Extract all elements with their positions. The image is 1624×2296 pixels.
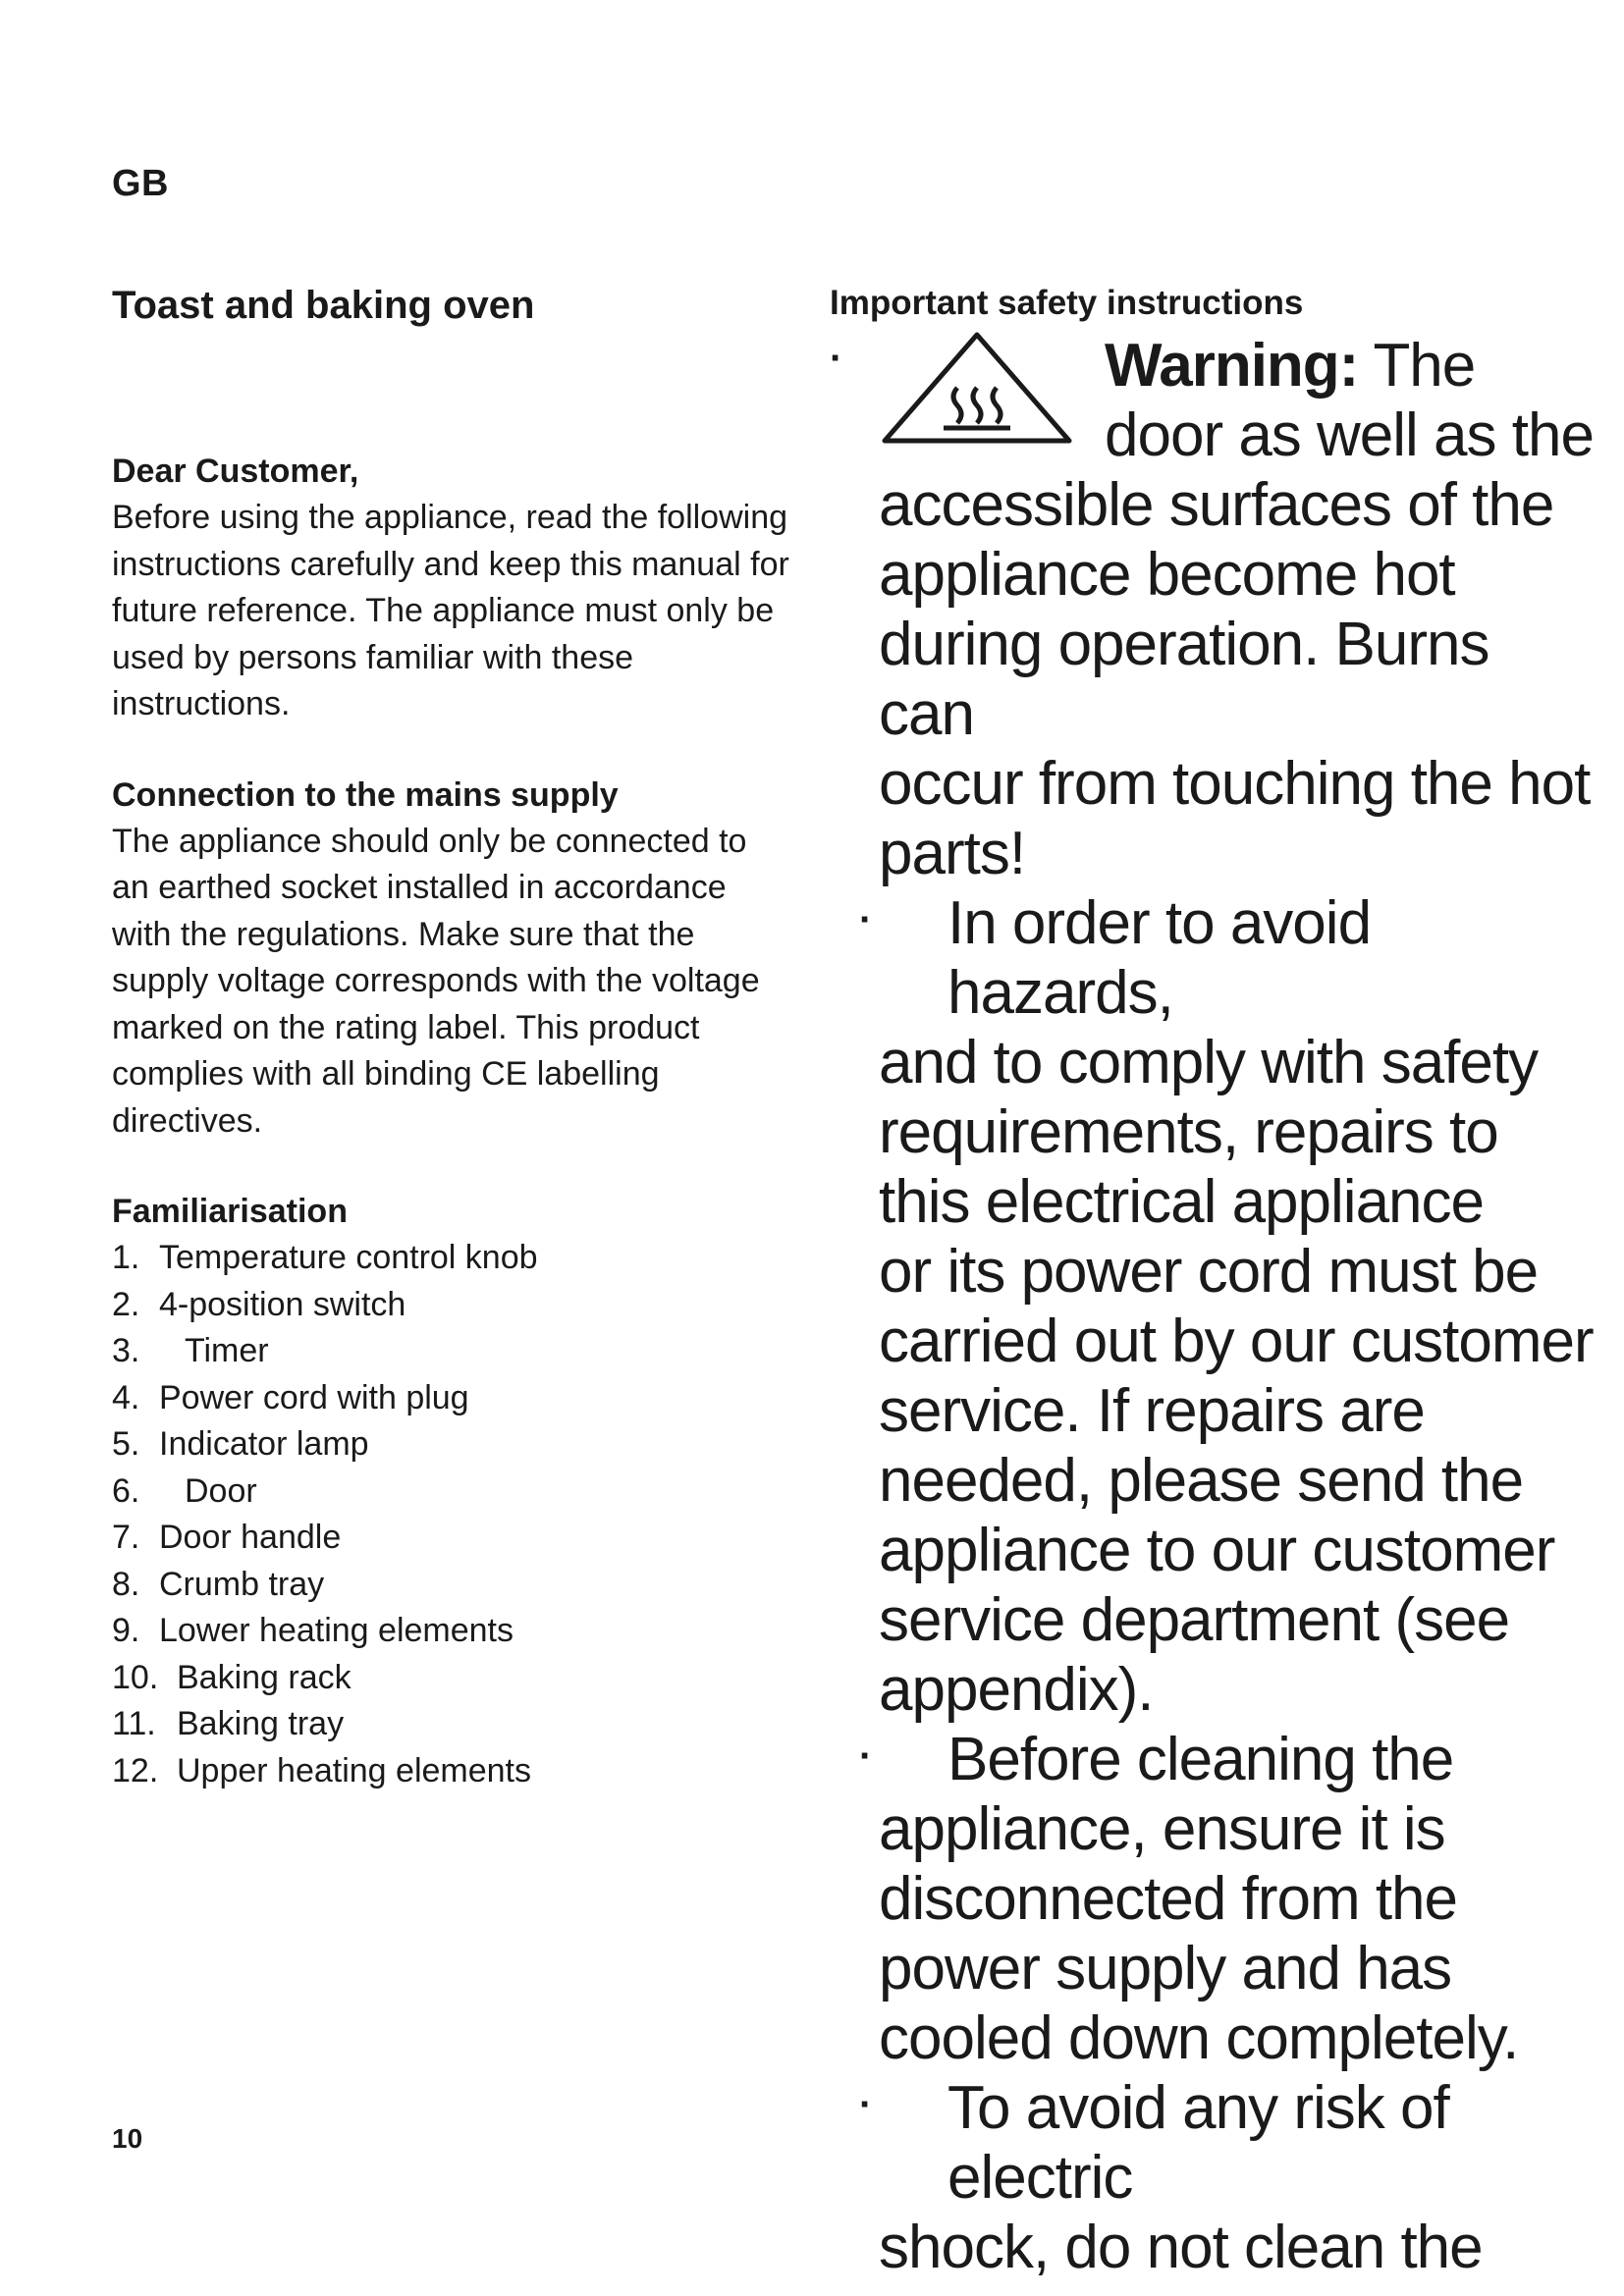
warning-text: appliance become hot — [879, 541, 1455, 609]
warning-text: The — [1373, 332, 1476, 400]
list-item: 3. Timer — [112, 1332, 269, 1369]
list-item: 11. Baking tray — [112, 1705, 345, 1742]
warning-text: during operation. Burns can — [879, 611, 1489, 748]
warning-item — [830, 329, 1596, 888]
warning-text: occur from touching the hot — [879, 750, 1591, 818]
warning-text: parts! — [879, 820, 1026, 887]
dear-customer-heading: Dear Customer, — [112, 453, 359, 490]
warning-label: Warning: — [1105, 332, 1359, 400]
safety-text: appendix). — [879, 1656, 1154, 1724]
list-item: 5. Indicator lamp — [112, 1425, 369, 1463]
parts-list — [112, 1235, 789, 1794]
safety-text: To avoid any risk of electric — [947, 2074, 1449, 2212]
list-item: 6. Door — [112, 1471, 257, 1510]
list-item: 4. Power cord with plug — [112, 1378, 469, 1416]
bullet: · — [859, 2083, 873, 2126]
safety-item-shock — [830, 2073, 1596, 2282]
warning-text: accessible surfaces of the — [879, 471, 1554, 539]
safety-text: this electrical appliance — [879, 1168, 1485, 1236]
left-column — [112, 280, 789, 1794]
safety-text: service. If repairs are — [879, 1377, 1425, 1445]
warning-text: door as well as the — [1105, 401, 1594, 469]
mains-supply-text: The appliance should only be connected to an earthed socket installed in accordance with the regulations. Make sure that the supply voltage corresponds with the voltage marked on the rating label. This product complies with all binding CE labelling directives. — [112, 822, 760, 1140]
safety-text: In order to avoid hazards, — [947, 889, 1372, 1027]
list-item: 10. Baking rack — [112, 1658, 352, 1696]
language-code: GB — [112, 163, 169, 204]
safety-text: requirements, repairs to — [879, 1098, 1498, 1166]
document-title: Toast and baking oven — [112, 284, 535, 327]
safety-text: power supply and has — [879, 1935, 1452, 2002]
list-item: 12. Upper heating elements — [112, 1751, 532, 1789]
safety-text: appliance to our customer — [879, 1517, 1555, 1584]
safety-text: service department (see — [879, 1586, 1510, 1654]
safety-item-cleaning — [830, 1725, 1596, 2073]
safety-text: disconnected from the — [879, 1865, 1458, 1933]
mains-supply-heading: Connection to the mains supply — [112, 775, 619, 814]
right-column — [830, 280, 1596, 2282]
bullet: · — [830, 337, 843, 380]
list-item: 9. Lower heating elements — [112, 1612, 514, 1649]
safety-text: carried out by our customer — [879, 1308, 1594, 1375]
safety-text: Before cleaning the — [947, 1726, 1454, 1793]
hot-surface-warning-icon — [879, 329, 1075, 447]
page-number: 10 — [112, 2123, 143, 2154]
list-item: 2. 4-position switch — [112, 1285, 406, 1323]
safety-text: and to comply with safety — [879, 1029, 1539, 1096]
safety-item-repairs — [830, 888, 1596, 1725]
safety-text: shock, do not clean the — [879, 2214, 1483, 2281]
safety-text: appliance, ensure it is — [879, 1795, 1445, 1863]
list-item: 7. Door handle — [112, 1519, 342, 1556]
safety-heading: Important safety instructions — [830, 284, 1304, 322]
safety-text: or its power cord must be — [879, 1238, 1539, 1306]
familiarisation-heading: Familiarisation — [112, 1193, 348, 1230]
list-item: 8. Crumb tray — [112, 1565, 325, 1603]
safety-text: needed, please send the — [879, 1447, 1524, 1515]
safety-text: cooled down completely. — [879, 2004, 1519, 2072]
bullet: · — [859, 898, 873, 941]
bullet: · — [859, 1735, 873, 1778]
list-item: 1. Temperature control knob — [112, 1239, 538, 1276]
dear-customer-text: Before using the appliance, read the following instructions carefully and keep this manual for future reference. The appliance must only be used by persons familiar with these instructions. — [112, 499, 789, 722]
